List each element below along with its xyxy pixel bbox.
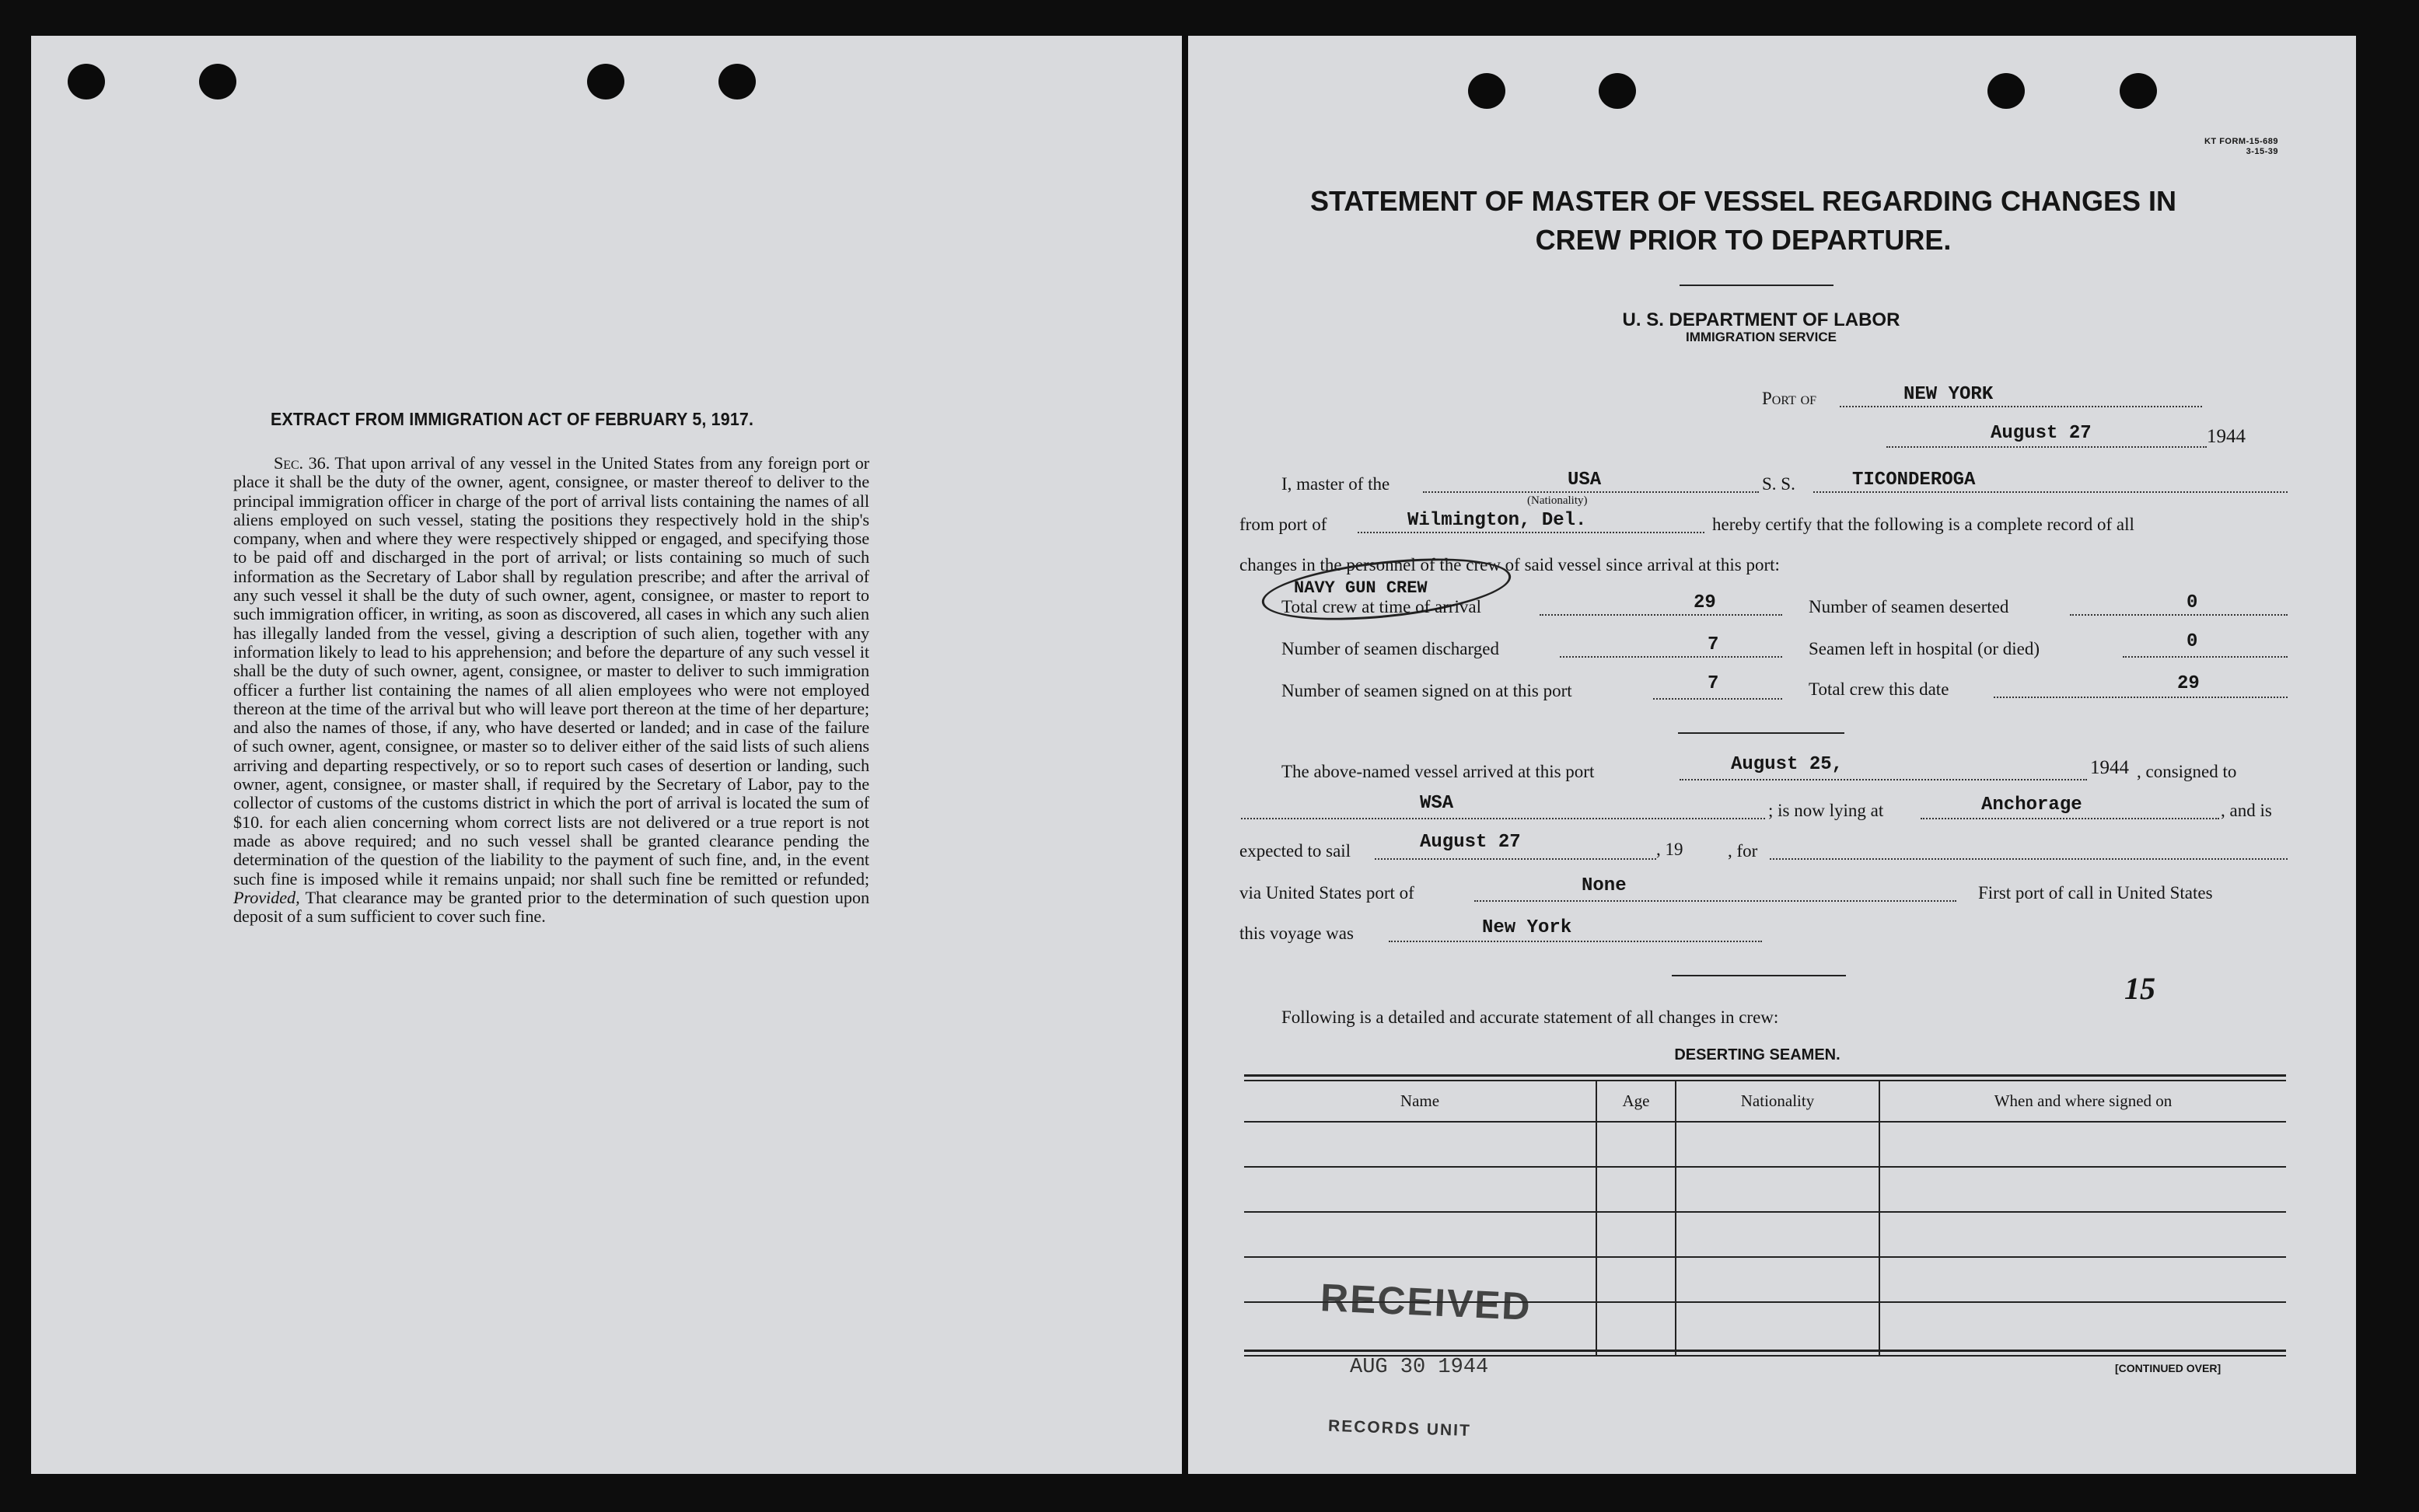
port-value: NEW YORK xyxy=(1903,384,1994,405)
column-header-age: Age xyxy=(1622,1091,1650,1110)
form-title-line2: CREW PRIOR TO DEPARTURE. xyxy=(1535,224,1952,256)
form-number-date: 3-15-39 xyxy=(2246,147,2278,156)
signed-on-line xyxy=(1653,698,1782,700)
port-line xyxy=(1840,406,2202,407)
column-header-name: Name xyxy=(1400,1091,1440,1110)
lying-value: Anchorage xyxy=(1981,794,2082,815)
punch-hole xyxy=(718,64,756,100)
received-date-stamp: AUG 30 1944 xyxy=(1350,1356,1489,1379)
date-line xyxy=(1886,446,2207,448)
lying-label: ; is now lying at xyxy=(1768,801,1884,820)
signed-on-value: 7 xyxy=(1708,673,1719,694)
via-line xyxy=(1474,900,1956,902)
table-title: DESERTING SEAMEN. xyxy=(1674,1046,1840,1063)
total-arrival-value: 29 xyxy=(1694,592,1716,613)
via-label: via United States port of xyxy=(1239,883,1414,903)
for-label: , for xyxy=(1728,841,1758,861)
punch-hole xyxy=(1599,73,1636,109)
title-divider xyxy=(1680,285,1833,286)
extract-title: EXTRACT FROM IMMIGRATION ACT OF FEBRUARY 5, 1917. xyxy=(271,409,754,429)
following-text: Following is a detailed and accurate statement of all changes in crew: xyxy=(1281,1007,1779,1027)
table-column-rule xyxy=(1879,1081,1880,1356)
consigned-label: , consigned to xyxy=(2137,762,2237,781)
deserted-line xyxy=(2070,614,2288,616)
changes-text: changes in the personnel of the crew of said vessel since arrival at this port: xyxy=(1239,555,1780,574)
table-top-rule xyxy=(1244,1080,2286,1081)
voyage-line xyxy=(1389,941,1762,942)
expected-value: August 27 xyxy=(1420,832,1521,853)
nineteen-label: , 19 xyxy=(1656,840,1683,859)
arrived-value: August 25, xyxy=(1731,754,1844,775)
table-row-rule xyxy=(1244,1256,2286,1258)
nationality-line xyxy=(1423,491,1759,493)
statute-body: That upon arrival of any vessel in the United States from any foreign port or place it shall be the duty of the owner, agent, consignee, or master thereof to deliver to the principal immigration officer in charge of the port of arrival lists containing the names of all aliens employed on such vessel, stating the positions they respectively hold in the ship's company, when and where they were respectively shipped or engaged, and specifying those to be paid off and discharged in the port of arrival; or lists containing so much of such information as the Secretary of Labor shall by regulation prescribe; and after the arrival of any such vessel it shall be the duty of such owner, agent, consignee, or master to report to such immigration officer, in writing, as soon as discovered, all cases in which any such alien has illegally landed from the vessel, giving a description of such alien, together with any information likely to lead to his apprehension; and before the departure of any such vessel it shall be the duty of such owner, agent, consignee, or master to deliver to such immigration officer a further list containing the names of all alien employees who were not employed thereon at the time of the arrival but who will leave port thereon at the time of her departure; and also the names of those, if any, who have deserted or landed; and in case of the failure of such owner, agent, consignee, or master so to deliver either of the said lists of such aliens arriving and departing respectively, or so to report such cases of desertion or landing, such owner, agent, consignee, or master shall, if required by the Secretary of Labor, pay to the collector of customs of the customs district in which the port of arrival is located the sum of $10. for each alien concerning whom correct lists are not delivered or a true report is not made as above required; and no such vessel shall be granted clearance pending the determination of the question of the liability to the payment of such fine, and, in the event such fine is imposed while it remains unpaid; nor shall such fine be remitted or refunded; xyxy=(233,453,869,889)
and-is-label: , and is xyxy=(2221,801,2272,820)
table-top-rule xyxy=(1244,1074,2286,1077)
section-label: Sec. 36. xyxy=(274,453,330,473)
punch-hole xyxy=(199,64,236,100)
nationality-caption: (Nationality) xyxy=(1527,494,1588,507)
expected-label: expected to sail xyxy=(1239,841,1351,861)
discharged-label: Number of seamen discharged xyxy=(1281,639,1499,658)
total-arrival-label: Total crew at time of arrival xyxy=(1281,597,1482,616)
deserted-value: 0 xyxy=(2187,592,2198,613)
certify-text: hereby certify that the following is a complete record of all xyxy=(1712,515,2134,534)
total-date-label: Total crew this date xyxy=(1809,679,1949,699)
ss-label: S. S. xyxy=(1762,474,1795,494)
hospital-line xyxy=(2123,656,2288,658)
arrived-year: 1944 xyxy=(2090,757,2129,778)
punch-hole xyxy=(587,64,624,100)
for-line xyxy=(1770,858,2288,860)
discharged-value: 7 xyxy=(1708,634,1719,655)
table-column-rule xyxy=(1596,1081,1597,1356)
via-value: None xyxy=(1582,875,1627,896)
department: U. S. DEPARTMENT OF LABOR xyxy=(1622,309,1900,330)
from-port-label: from port of xyxy=(1239,515,1327,534)
port-label: Port of xyxy=(1762,389,1817,408)
table-row-rule xyxy=(1244,1166,2286,1168)
lying-line xyxy=(1921,818,2219,819)
hospital-value: 0 xyxy=(2187,631,2198,652)
total-date-value: 29 xyxy=(2177,673,2200,694)
signed-on-label: Number of seamen signed on at this port xyxy=(1281,681,1572,700)
nationality-value: USA xyxy=(1568,470,1602,491)
column-header-signed-on: When and where signed on xyxy=(1994,1091,2173,1110)
form-number-code: KT FORM-15-689 xyxy=(2204,137,2278,146)
date-value: August 27 xyxy=(1991,423,2092,444)
year-value: 1944 xyxy=(2207,426,2246,447)
service: IMMIGRATION SERVICE xyxy=(1686,330,1837,344)
ship-value: TICONDEROGA xyxy=(1852,470,1976,491)
ship-line xyxy=(1813,491,2288,493)
deserted-label: Number of seamen deserted xyxy=(1809,597,2009,616)
punch-hole xyxy=(1468,73,1505,109)
section-divider xyxy=(1672,975,1846,976)
form-title-line1: STATEMENT OF MASTER OF VESSEL REGARDING CHANGES IN xyxy=(1309,185,2177,217)
first-port-label: First port of call in United States xyxy=(1978,883,2213,903)
provided-word: Provided, xyxy=(233,887,300,907)
hospital-label: Seamen left in hospital (or died) xyxy=(1809,639,2040,658)
voyage-label: this voyage was xyxy=(1239,924,1354,943)
arrived-label: The above-named vessel arrived at this port xyxy=(1281,762,1595,781)
received-stamp: RECEIVED xyxy=(1319,1276,1533,1329)
table-header-rule xyxy=(1244,1121,2286,1123)
table-bottom-rule xyxy=(1244,1350,2286,1352)
form-number xyxy=(2146,137,2278,157)
navy-note: NAVY GUN CREW xyxy=(1294,578,1428,598)
master-label: I, master of the xyxy=(1281,474,1390,494)
table-row-rule xyxy=(1244,1211,2286,1213)
column-header-nationality: Nationality xyxy=(1740,1091,1815,1110)
table-column-rule xyxy=(1675,1081,1676,1356)
continued-over: [CONTINUED OVER] xyxy=(2115,1362,2221,1374)
consignee-value: WSA xyxy=(1420,793,1454,814)
statute-tail: That clearance may be granted prior to the determination of such question upon deposit of a sum sufficient to cover such fine. xyxy=(233,887,869,927)
records-unit-stamp: RECORDS UNIT xyxy=(1327,1416,1472,1440)
form-title xyxy=(1191,182,2295,260)
punch-hole xyxy=(68,64,105,100)
expected-line xyxy=(1375,858,1656,860)
from-port-value: Wilmington, Del. xyxy=(1407,510,1587,531)
consignee-line xyxy=(1241,818,1765,819)
arrived-line xyxy=(1680,779,2087,780)
statute-text xyxy=(233,454,869,926)
total-arrival-line xyxy=(1540,614,1782,616)
section-divider xyxy=(1678,732,1844,734)
punch-hole xyxy=(1987,73,2025,109)
from-port-line xyxy=(1358,532,1704,533)
punch-hole xyxy=(2120,73,2157,109)
voyage-value: New York xyxy=(1482,917,1572,938)
page-number: 15 xyxy=(2124,971,2155,1006)
discharged-line xyxy=(1560,656,1782,658)
total-date-line xyxy=(1994,697,2288,698)
